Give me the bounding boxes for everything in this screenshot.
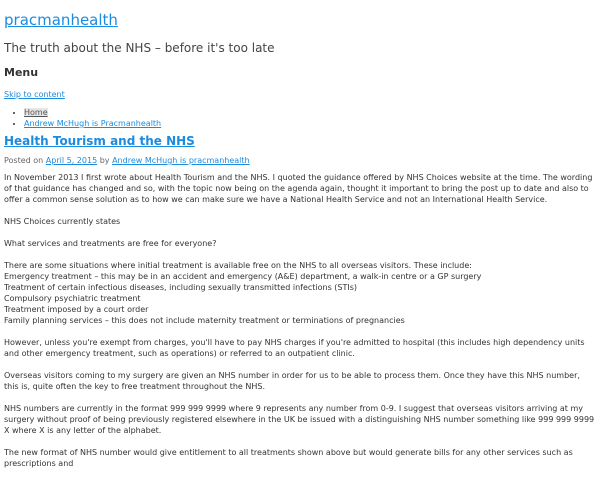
posted-on-label: Posted on (4, 156, 44, 165)
post-title-link[interactable]: Health Tourism and the NHS (4, 134, 195, 148)
page (4, 0, 596, 480)
menu-toggle[interactable]: Menu (4, 66, 39, 79)
free-list-item: Treatment of certain infectious diseases, including sexually transmitted infections (STIs) (4, 283, 358, 292)
free-treatment-list (4, 260, 596, 326)
primary-nav (4, 107, 596, 129)
free-list-item: Compulsory psychiatric treatment (4, 294, 141, 303)
paragraph-new-format: The new format of NHS number would give entitlement to all treatments shown above but would generate bills for any other services such as prescriptions and (4, 448, 573, 468)
post-date-link[interactable]: April 5, 2015 (45, 156, 98, 165)
nav-link-home[interactable]: Home (24, 108, 48, 117)
paragraph-question: What services and treatments are free for everyone? (4, 239, 217, 248)
by-label: by (99, 156, 110, 165)
paragraph-overseas-visitors: Overseas visitors coming to my surgery are given an NHS number in order for us to be able to process them. Once they have this NHS number, this is, quite often the key to free treatment throughout the NHS. (4, 371, 580, 391)
post (4, 134, 596, 469)
nav-item-home (24, 107, 596, 118)
site-title (4, 10, 596, 30)
free-list-item: Emergency treatment – this may be in an accident and emergency (A&E) department, a walk-in centre or a GP surgery (4, 272, 482, 281)
paragraph-nhs-choices: NHS Choices currently states (4, 217, 121, 226)
paragraph-charges: However, unless you're exempt from charges, you'll have to pay NHS charges if you're admitted to hospital (this includes high dependency units and other emergency treatment, such as operations) or referred to an outpatient clinic. (4, 338, 585, 358)
post-author-link[interactable]: Andrew McHugh is pracmanhealth (112, 156, 250, 165)
site-title-link[interactable]: pracmanhealth (4, 11, 118, 29)
free-list-item: Family planning services – this does not include maternity treatment or terminations of pregnancies (4, 316, 405, 325)
free-list-item: Treatment imposed by a court order (4, 305, 149, 314)
nav-link-about[interactable]: Andrew McHugh is Pracmanhealth (24, 119, 162, 128)
post-title (4, 134, 596, 149)
site-description: The truth about the NHS – before it's too late (4, 41, 275, 55)
site-header (4, 10, 596, 129)
skip-to-content-link[interactable]: Skip to content (4, 90, 65, 99)
post-meta (4, 155, 596, 166)
free-list-intro: There are some situations where initial treatment is available free on the NHS to all overseas visitors. These include: (4, 261, 472, 270)
paragraph-intro: In November 2013 I first wrote about Health Tourism and the NHS. I quoted the guidance offered by NHS Choices website at the time. The wording of that guidance has changed and so, with the topic now being on the agenda again, thought it important to bring the post up to date and also to offer a common sense solution as to how we can make sure we have a National Health Service and not an International Health Service. (4, 173, 593, 204)
nav-item-about (24, 118, 596, 129)
post-content (4, 172, 596, 469)
paragraph-nhs-numbers: NHS numbers are currently in the format 999 999 9999 where 9 represents any number from 0-9. I suggest that overseas visitors arriving at my surgery without proof of being previously registered elsewhere in the UK be issued with a distinguishing NHS number something like 999 999 9999 X where X is any letter of the alphabet. (4, 404, 595, 435)
